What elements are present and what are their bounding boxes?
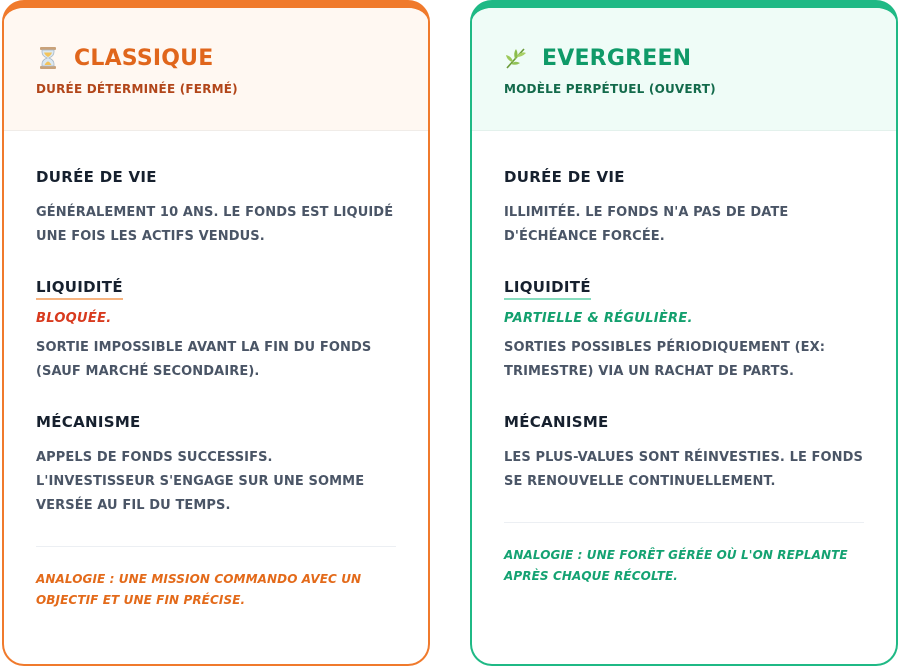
liquidity-text: SORTIE IMPOSSIBLE AVANT LA FIN DU FONDS (SAUF MARCHÉ SECONDAIRE). bbox=[36, 340, 372, 379]
lifetime-section bbox=[36, 167, 396, 249]
lifetime-text: ILLIMITÉE. LE FONDS N'A PAS DE DATE D'ÉCHÉANCE FORCÉE. bbox=[504, 205, 789, 244]
hourglass-icon bbox=[36, 46, 60, 70]
liquidity-status: PARTIELLE & RÉGULIÈRE. bbox=[504, 311, 693, 326]
evergreen-card-body bbox=[472, 131, 896, 587]
lifetime-section bbox=[504, 167, 864, 249]
lifetime-text: GÉNÉRALEMENT 10 ANS. LE FONDS EST LIQUIDÉ UNE FOIS LES ACTIFS VENDUS. bbox=[36, 205, 394, 244]
evergreen-card-header bbox=[472, 8, 896, 131]
divider bbox=[504, 522, 864, 523]
liquidity-section bbox=[504, 277, 864, 384]
liquidity-heading: LIQUIDITÉ bbox=[504, 278, 591, 300]
mechanism-text: APPELS DE FONDS SUCCESSIFS. L'INVESTISSEUR S'ENGAGE SUR UNE SOMME VERSÉE AU FIL DU TEMPS. bbox=[36, 450, 365, 513]
lifetime-heading: DURÉE DE VIE bbox=[504, 168, 625, 186]
analogy-text: ANALOGIE : UNE MISSION COMMANDO AVEC UN OBJECTIF ET UNE FIN PRÉCISE. bbox=[36, 572, 362, 607]
mechanism-section bbox=[36, 412, 396, 518]
classic-card-body bbox=[4, 131, 428, 611]
card-title: CLASSIQUE bbox=[74, 45, 214, 71]
liquidity-status: BLOQUÉE. bbox=[36, 311, 112, 326]
liquidity-section bbox=[36, 277, 396, 384]
mechanism-section bbox=[504, 412, 864, 494]
analogy-text: ANALOGIE : UNE FORÊT GÉRÉE OÙ L'ON REPLANTE APRÈS CHAQUE RÉCOLTE. bbox=[504, 548, 848, 583]
liquidity-text: SORTIES POSSIBLES PÉRIODIQUEMENT (EX: TRIMESTRE) VIA UN RACHAT DE PARTS. bbox=[504, 340, 826, 379]
mechanism-heading: MÉCANISME bbox=[36, 413, 141, 431]
herb-icon bbox=[504, 46, 528, 70]
divider bbox=[36, 546, 396, 547]
liquidity-heading: LIQUIDITÉ bbox=[36, 278, 123, 300]
lifetime-heading: DURÉE DE VIE bbox=[36, 168, 157, 186]
classic-card-header bbox=[4, 8, 428, 131]
mechanism-heading: MÉCANISME bbox=[504, 413, 609, 431]
card-subtitle: DURÉE DÉTERMINÉE (FERMÉ) bbox=[36, 82, 238, 96]
card-title: EVERGREEN bbox=[542, 45, 692, 71]
card-subtitle: MODÈLE PERPÉTUEL (OUVERT) bbox=[504, 82, 716, 96]
classic-fund-card bbox=[2, 0, 430, 666]
evergreen-fund-card bbox=[470, 0, 898, 666]
mechanism-text: LES PLUS-VALUES SONT RÉINVESTIES. LE FONDS SE RENOUVELLE CONTINUELLEMENT. bbox=[504, 450, 864, 489]
